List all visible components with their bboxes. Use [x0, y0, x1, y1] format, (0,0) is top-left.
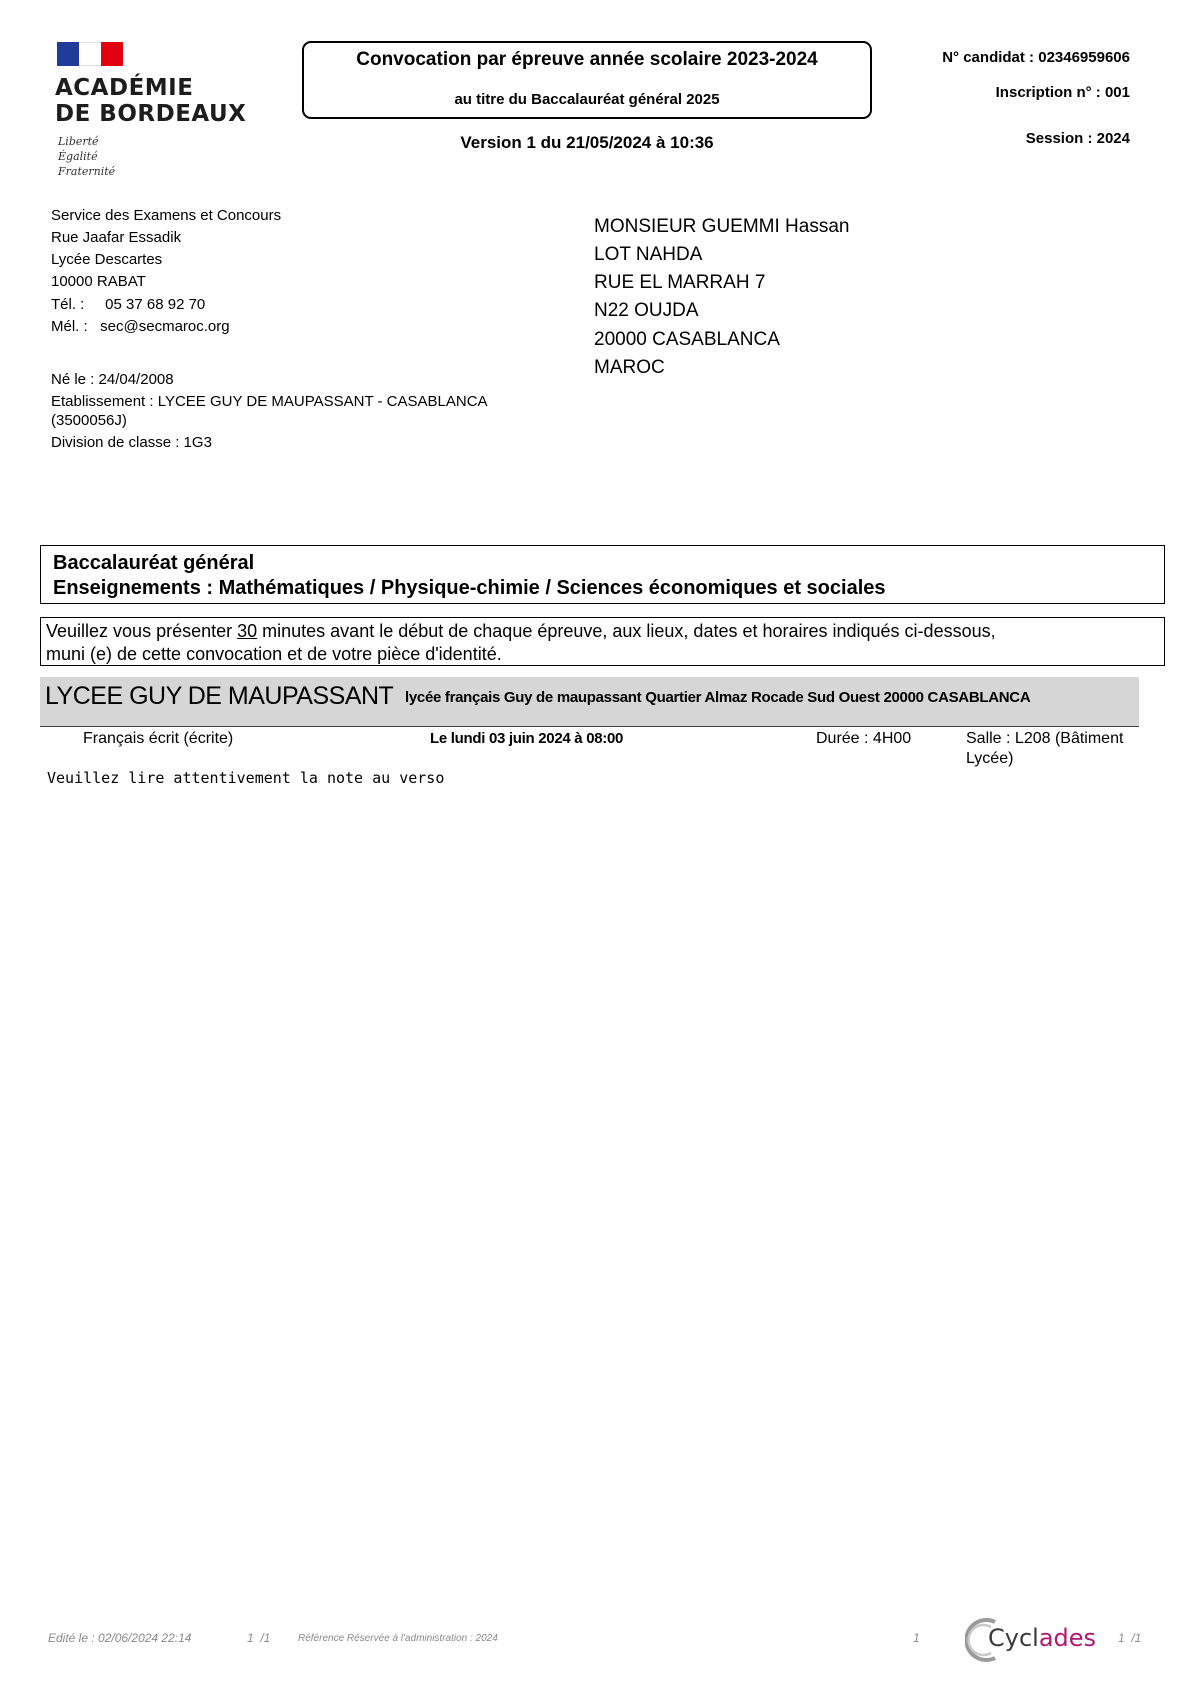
inscription-number: Inscription n° : 001: [995, 84, 1130, 101]
service-line: 10000 RABAT: [51, 273, 146, 290]
exam-center-name: LYCEE GUY DE MAUPASSANT: [45, 682, 394, 710]
exam-subject: Français écrit (écrite): [83, 730, 234, 747]
notice-text: Veuillez vous présenter: [46, 621, 238, 641]
brand-part1: Cycl: [988, 1624, 1039, 1652]
cyclades-wordmark: [988, 1624, 1096, 1652]
exam-center-address: lycée français Guy de maupassant Quartier Almaz Rocade Sud Ouest 20000 CASABLANCA: [405, 689, 1031, 706]
exam-type: Baccalauréat général: [53, 552, 255, 574]
brand-part2: ades: [1038, 1624, 1097, 1652]
etablissement-code: (3500056J): [51, 412, 127, 429]
exam-room-building: Lycée): [966, 750, 1014, 767]
candidate-country: MAROC: [594, 357, 665, 378]
academie-name-line2: DE BORDEAUX: [55, 101, 247, 127]
edition-date: Edité le : 02/06/2024 22:14: [48, 1631, 192, 1645]
document-title-box: [302, 41, 872, 119]
service-line: Rue Jaafar Essadik: [51, 229, 182, 246]
page-mark: 1: [913, 1631, 920, 1645]
candidate-name: MONSIEUR GUEMMI Hassan: [594, 216, 850, 237]
page-count-left: 1 /1: [247, 1631, 271, 1645]
notice-line2: muni (e) de cette convocation et de votre pièce d'identité.: [46, 644, 502, 664]
candidate-address-line: RUE EL MARRAH 7: [594, 272, 766, 293]
motto-liberte: Liberté: [58, 135, 99, 148]
version-line: Version 1 du 21/05/2024 à 10:36: [460, 133, 714, 152]
candidate-number: N° candidat : 02346959606: [942, 49, 1130, 66]
motto-egalite: Égalité: [58, 150, 98, 163]
candidate-address-line: N22 OUJDA: [594, 300, 699, 321]
document-title: Convocation par épreuve année scolaire 2023-2024: [356, 49, 818, 70]
notice-minutes: 30: [237, 621, 258, 641]
notice-text: minutes avant le début de chaque épreuve, aux lieux, dates et horaires indiqués ci-dessous,: [257, 621, 996, 641]
candidate-address-line: 20000 CASABLANCA: [594, 329, 780, 350]
candidate-address-line: LOT NAHDA: [594, 244, 703, 265]
republic-flag-icon: [57, 42, 123, 66]
admin-reference: Référence Réservée à l'administration : 2024: [298, 1633, 498, 1644]
page-count-right: 1 /1: [1118, 1631, 1142, 1645]
exam-duration: Durée : 4H00: [816, 730, 912, 747]
exam-date: Le lundi 03 juin 2024 à 08:00: [430, 730, 624, 747]
etablissement: Etablissement : LYCEE GUY DE MAUPASSANT - CASABLANCA: [51, 393, 488, 410]
document-subtitle: au titre du Baccalauréat général 2025: [454, 91, 720, 108]
service-phone: Tél. : 05 37 68 92 70: [51, 296, 206, 313]
notice-line1: [46, 620, 1159, 643]
exam-type-box: [40, 545, 1165, 604]
academie-name-line1: ACADÉMIE: [55, 75, 194, 101]
cyclades-logo: [965, 1618, 1095, 1662]
verso-note: Veuillez lire attentivement la note au verso: [47, 769, 445, 787]
exam-center-bar: [40, 677, 1139, 727]
motto-fraternite: Fraternité: [58, 165, 116, 178]
service-line: Lycée Descartes: [51, 251, 163, 268]
exam-room: Salle : L208 (Bâtiment: [966, 730, 1124, 747]
class-division: Division de classe : 1G3: [51, 434, 212, 451]
exam-subjects: Enseignements : Mathématiques / Physique-chimie / Sciences économiques et sociales: [53, 577, 886, 599]
service-line: Service des Examens et Concours: [51, 207, 282, 224]
service-email: Mél. : sec@secmaroc.org: [51, 318, 230, 335]
arrival-notice: [40, 617, 1165, 666]
session: Session : 2024: [1025, 130, 1130, 147]
birth-date: Né le : 24/04/2008: [51, 371, 174, 388]
